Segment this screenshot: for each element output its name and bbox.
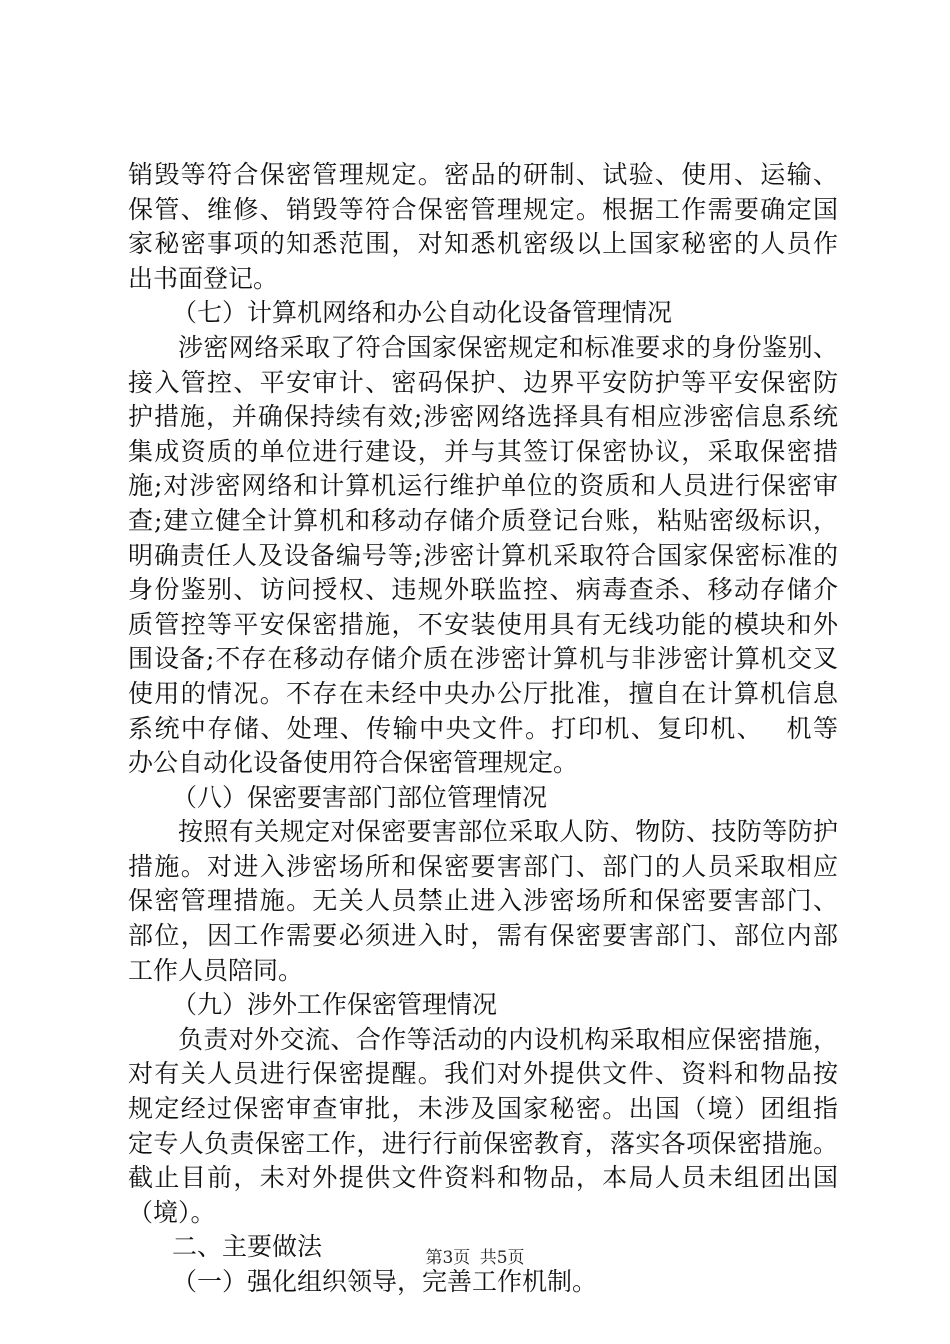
text-line: 二、主要做法 (172, 1232, 323, 1262)
text-line: 围设备;不存在移动存储介质在涉密计算机与非涉密计算机交叉 (128, 644, 838, 674)
text-line: 销毁等符合保密管理规定。密品的研制、试验、使用、运输、 (128, 160, 838, 189)
text-line: 定专人负责保密工作，进行行前保密教育，落实各项保密措施。 (128, 1128, 838, 1158)
text-line: （一）强化组织领导，完善工作机制。 (172, 1267, 598, 1296)
text-line: 查;建立健全计算机和移动存储介质登记台账，粘贴密级标识， (128, 505, 838, 535)
text-line: 工作人员陪同。 (128, 955, 304, 985)
page-total: 共5页 (479, 1248, 525, 1268)
text-line: 涉密网络采取了符合国家保密规定和标准要求的身份鉴别、 (178, 332, 838, 362)
text-line: 护措施，并确保持续有效;涉密网络选择具有相应涉密信息系统 (128, 402, 838, 432)
text-line: （七）计算机网络和办公自动化设备管理情况 (172, 298, 673, 328)
document-body (128, 158, 838, 1300)
text-line: 身份鉴别、访问授权、违规外联监控、病毒查杀、移动存储介 (128, 575, 838, 605)
text-line: 接入管控、平安审计、密码保护、边界平安防护等平安保密防 (128, 367, 838, 397)
text-line: 保密管理措施。无关人员禁止进入涉密场所和保密要害部门、 (128, 886, 838, 916)
text-line: 出书面登记。 (128, 263, 279, 293)
text-line: 集成资质的单位进行建设，并与其签订保密协议，采取保密措 (128, 436, 838, 466)
text-line: 质管控等平安保密措施，不安装使用具有无线功能的模块和外 (128, 609, 838, 639)
page-number: 第3页 (425, 1248, 471, 1268)
page-footer (0, 1247, 950, 1269)
text-line: （八）保密要害部门部位管理情况 (172, 782, 548, 812)
text-line: 措施。对进入涉密场所和保密要害部门、部门的人员采取相应 (128, 851, 838, 881)
text-line: 规定经过保密审查审批，未涉及国家秘密。出国（境）团组指 (128, 1094, 838, 1124)
text-line: 负责对外交流、合作等活动的内设机构采取相应保密措施， (178, 1024, 838, 1054)
text-line: 施;对涉密网络和计算机运行维护单位的资质和人员进行保密审 (128, 471, 838, 501)
text-line: 家秘密事项的知悉范围，对知悉机密级以上国家秘密的人员作 (128, 229, 838, 259)
text-line: 办公自动化设备使用符合保密管理规定。 (128, 748, 579, 778)
text-line: 按照有关规定对保密要害部位采取人防、物防、技防等防护 (178, 817, 838, 847)
text-line: 系统中存储、处理、传输中央文件。打印机、复印机、 机等 (128, 713, 838, 743)
text-line: 明确责任人及设备编号等;涉密计算机采取符合国家保密标准的 (128, 540, 838, 570)
text-line: 对有关人员进行保密提醒。我们对外提供文件、资料和物品按 (128, 1059, 838, 1089)
text-line: 保管、维修、销毁等符合保密管理规定。根据工作需要确定国 (128, 194, 838, 224)
text-line: 使用的情况。不存在未经中央办公厅批准，擅自在计算机信息 (128, 678, 838, 708)
text-line: （境）。 (128, 1197, 216, 1227)
text-line: （九）涉外工作保密管理情况 (172, 990, 498, 1020)
text-line: 截止目前，未对外提供文件资料和物品，本局人员未组团出国 (128, 1163, 838, 1193)
text-line: 部位，因工作需要必须进入时，需有保密要害部门、部位内部 (128, 921, 838, 951)
